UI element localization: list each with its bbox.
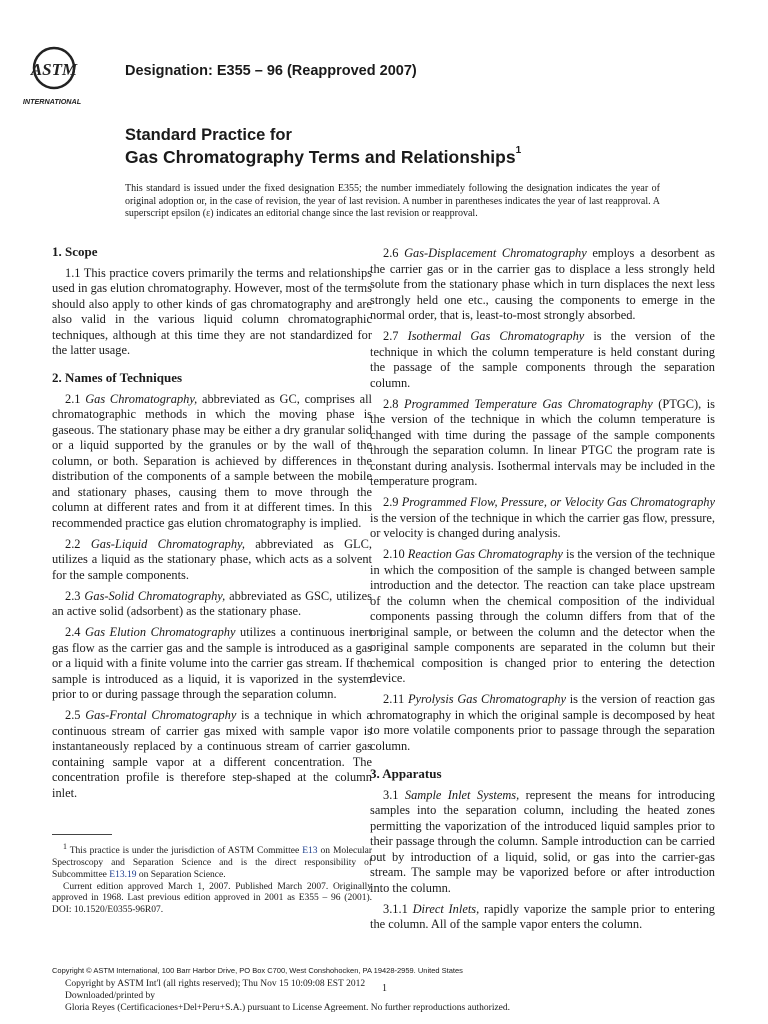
right-column <box>370 246 715 938</box>
copyright-line: Copyright © ASTM International, 100 Barr Harbor Drive, PO Box C700, West Conshohocken, PA 19428-2959. United States <box>52 966 463 975</box>
title-line-1: Standard Practice for <box>125 126 292 144</box>
paragraph-1-1: 1.1 This practice covers primarily the terms and relationships used in gas elution chromatography. However, most of the terms should also apply to other kinds of gas chromatography and are also valid in the various liquid column chromatographic techniques, although at this time they are not standardized for the latter usage. <box>52 265 372 357</box>
paragraph-2-1: 2.1 Gas Chromatography, abbreviated as GC, comprises all chromatographic methods in which the moving phase is gaseous. The stationary phase may be either a dry granular solid or a liquid supported by the granules or by the wall of the column, or both. Separation is achieved by differences in the distribution of the components of a sample between the mobile and stationary phases, causing them to move through the column at different rates and from it at different times. In this recommended practice gas elution chromatography is implied. <box>52 391 372 530</box>
paragraph-3-1: 3.1 Sample Inlet Systems, represent the means for introducing samples into the separation column, including the heated zones permitting the vaporization of the introduced liquid samples prior to their passage through the column. Sample introduction can be carried out by introduction of a liquid, solid, or gas into the carrier-gas stream. The sample may be vaporized before or after introduction into the column. <box>370 787 715 895</box>
paragraph-2-6: 2.6 Gas-Displacement Chromatography employs a desorbent as the carrier gas or in the carrier gas to displace a less strongly held solute from the stationary phase which in turn displaces the next less strongly held one etc., causing the components to emerge in the normal order, that is, least-to-most strongly absorbed. <box>370 246 715 322</box>
paragraph-2-11: 2.11 Pyrolysis Gas Chromatography is the version of reaction gas chromatography in which the original sample is decomposed by heat to more volatile components prior to passage through the separation column. <box>370 692 715 753</box>
paragraph-2-9: 2.9 Programmed Flow, Pressure, or Velocity Gas Chromatography is the version of the technique in which the carrier gas flow, pressure, or velocity is changed during analysis. <box>370 495 715 541</box>
paragraph-2-2: 2.2 Gas-Liquid Chromatography, abbreviated as GLC, utilizes a liquid as the stationary phase, which acts as a solvent for the sample components. <box>52 536 372 582</box>
footnote-edition: Current edition approved March 1, 2007. Published March 2007. Originally approved in 1968. Last previous edition approved in 2001 as E355 – 96 (2001). DOI: 10.1520/E0355-96R07. <box>52 881 372 916</box>
committee-link[interactable]: E13 <box>302 846 318 857</box>
page-number: 1 <box>382 983 387 994</box>
footnote-1: $^1$ This practice is under the jurisdiction of ASTM Committee E13 on Molecular Spectroscopy and Separation Science and is the direct responsibility of Subcommittee E13.19 on Separation Science. <box>52 842 373 880</box>
section-heading-scope: 1. Scope <box>52 244 98 259</box>
paragraph-2-5: 2.5 Gas-Frontal Chromatography is a technique in which a continuous stream of carrier gas mixed with sample vapor is instantaneously replaced by a continuous stream of carrier gas containing sample vapor at a different concentration. The concentration profile is therefore step-shaped at the column inlet. <box>52 708 372 800</box>
paragraph-2-10: 2.10 Reaction Gas Chromatography is the version of the technique in which the composition of the sample is changed between sample introduction and the detector. The reaction can take place upstream of the column when the chemical composition of the individual components passing through the column differs from that of the original sample, or between the column and the detector when the original sample components are separated in the column but their chemical composition is changed prior to entering the detection device. <box>370 547 716 686</box>
footnote <box>52 841 372 917</box>
svg-text:ASTM: ASTM <box>30 60 78 79</box>
designation-notice: This standard is issued under the fixed designation E355; the number immediately following the designation indicates the year of original adoption or, in the case of revision, the year of last revision. A number in parentheses indicates the year of last reapproval. A superscript epsilon (ε) indicates an editorial change since the last revision or reapproval. <box>125 183 660 220</box>
svg-text:INTERNATIONAL: INTERNATIONAL <box>22 97 82 106</box>
title-footnote-mark[interactable]: 1 <box>515 145 522 156</box>
footnote-rule <box>52 834 112 835</box>
paragraph-2-8: 2.8 Programmed Temperature Gas Chromatography (PTGC), is the version of the technique in which the column temperature is changed with time during the passage of the sample components through the separation column. In linear PTGC the program rate is constant during analysis. Isothermal intervals may be included in the temperature program. <box>370 396 715 489</box>
section-heading-apparatus: 3. Apparatus <box>370 766 442 782</box>
paragraph-3-1-1: 3.1.1 Direct Inlets, rapidly vaporize the sample prior to entering the column. All of the sample vapor enters the column. <box>370 901 715 932</box>
left-column <box>52 244 372 807</box>
designation: Designation: E355 – 96 (Reapproved 2007) <box>125 63 417 79</box>
download-notice: Copyright by ASTM Int'l (all rights reserved); Thu Nov 15 10:09:08 EST 2012 Downloaded/printed by Gloria Reyes (Certificaciones+Del+Peru+S.A.) pursuant to License Agreement. No further reproductions authorized. <box>65 979 511 1013</box>
subcommittee-link[interactable]: E13.19 <box>109 869 137 880</box>
section-heading-names-of-techniques: 2. Names of Techniques <box>52 370 183 386</box>
page-title: Gas Chromatography Terms and Relationships$^1$ <box>125 145 522 167</box>
astm-logo <box>22 42 122 108</box>
paragraph-2-3: 2.3 Gas-Solid Chromatography, abbreviated as GSC, utilizes an active solid (adsorbent) as the stationary phase. <box>52 588 372 619</box>
paragraph-2-4: 2.4 Gas Elution Chromatography utilizes a continuous inert gas flow as the carrier gas and the sample is introduced as a gas or a liquid with a finite volume into the carrier gas stream. If the sample is introduced as a liquid, it is vaporized in the system prior to or during passage through the separation column. <box>52 625 372 702</box>
paragraph-2-7: 2.7 Isothermal Gas Chromatography is the version of the technique in which the column temperature is held constant during the passage of the sample components through the separation column. <box>370 329 715 390</box>
